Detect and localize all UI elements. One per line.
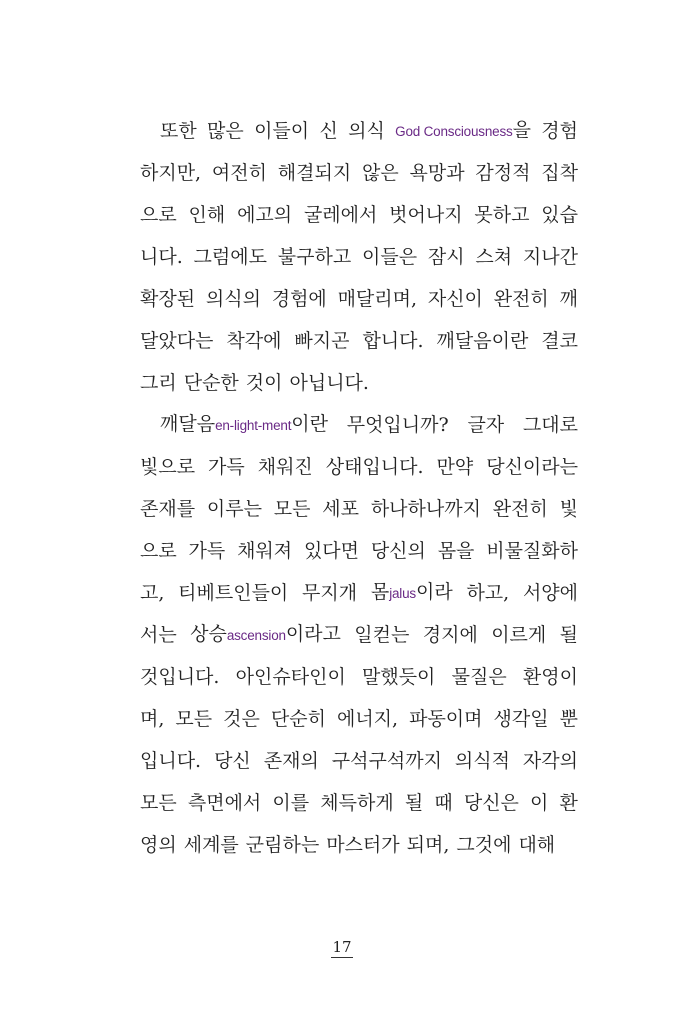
word: 영의 <box>140 834 177 856</box>
word: 무엇입니까? <box>346 414 449 436</box>
word: 완전히 <box>493 288 549 310</box>
text-line <box>140 110 578 152</box>
word: 이 <box>530 792 549 814</box>
word: 그럼에도 <box>193 246 267 268</box>
word: 그것에 <box>456 834 512 856</box>
word: 체득하게 <box>320 792 394 814</box>
word: 서양에 <box>522 582 578 604</box>
word: 벗어나지 <box>389 204 463 226</box>
text-line <box>140 362 578 404</box>
word: 깨 <box>559 288 578 310</box>
word: 잠시 <box>427 246 465 268</box>
word: 으로 <box>140 204 177 226</box>
text-line <box>140 446 578 488</box>
word: 이들이 <box>254 120 310 142</box>
text-line <box>140 194 578 236</box>
text-line <box>140 488 578 530</box>
text-line <box>140 614 578 656</box>
word: 단순히 <box>270 708 326 730</box>
text-line <box>140 656 578 698</box>
word: 대해 <box>518 834 556 856</box>
word: God Consciousness을 <box>395 119 531 141</box>
word: 매달리며, <box>337 288 418 310</box>
word: 에고의 <box>237 204 293 226</box>
word: 빛으로 <box>140 456 196 478</box>
word: 단순한 <box>183 372 239 394</box>
word: 상승ascension이라고 <box>190 623 341 645</box>
word: 상태입니다. <box>325 456 424 478</box>
word: 아인슈타인이 <box>235 666 346 688</box>
word: 스쳐 <box>475 246 513 268</box>
word: 당신의 <box>370 540 426 562</box>
word: 빛 <box>559 498 578 520</box>
word: 있습 <box>541 204 578 226</box>
word: 당신이라는 <box>486 456 578 478</box>
word: 파동이며 <box>409 708 483 730</box>
word: 모든 <box>140 792 177 814</box>
word: 군림하는 <box>245 834 320 856</box>
word: 해결되지 <box>277 162 352 184</box>
word: 신 <box>319 120 338 142</box>
word: 깨달음이란 <box>436 330 529 352</box>
word: 가득 <box>208 456 245 478</box>
word: 무지개 <box>302 582 358 604</box>
word: 깨달음en-light-ment이란 <box>160 413 328 435</box>
body-text <box>140 110 578 866</box>
word: 몸jalus이라 <box>370 581 453 603</box>
word: 고, <box>140 582 165 604</box>
word: 니다. <box>140 246 183 268</box>
text-line <box>140 530 578 572</box>
text-line <box>140 236 578 278</box>
word: 합니다. <box>362 330 424 352</box>
word: 측면에서 <box>187 792 262 814</box>
word: 하지만, <box>140 162 202 184</box>
page-number-label: 17 <box>332 938 352 956</box>
text-line <box>140 782 578 824</box>
word: 환 <box>559 792 578 814</box>
word: 마스터가 <box>326 834 400 856</box>
word: 경험 <box>541 120 578 142</box>
word: 비물질화하 <box>486 540 578 562</box>
word: 경험에 <box>271 288 327 310</box>
word: 것이 <box>245 372 283 394</box>
word: 존재의 <box>263 750 319 772</box>
text-line <box>140 824 578 866</box>
word: 것입니다. <box>140 666 220 688</box>
word: 지나간 <box>522 246 578 268</box>
text-line <box>140 572 578 614</box>
text-line <box>140 740 578 782</box>
word: 있다면 <box>303 540 359 562</box>
word: 모든 <box>273 498 311 520</box>
word: 물질은 <box>451 666 507 688</box>
word: 자각의 <box>522 750 578 772</box>
word: 채워져 <box>237 540 293 562</box>
gloss-term: jalus <box>389 586 416 601</box>
word: 입니다. <box>140 750 202 772</box>
gloss-term: God Consciousness <box>395 124 513 139</box>
word: 집착 <box>541 162 578 184</box>
text-line <box>140 278 578 320</box>
word: 되며, <box>406 834 450 856</box>
word: 그리 <box>140 372 177 394</box>
word: 의식적 <box>454 750 510 772</box>
word: 하나하나까지 <box>370 498 481 520</box>
word: 세계를 <box>183 834 239 856</box>
word: 티베트인들이 <box>178 582 289 604</box>
word: 에너지, <box>336 708 399 730</box>
page-number <box>0 938 684 956</box>
gloss-term: en-light-ment <box>215 418 292 433</box>
word: 의식의 <box>205 288 261 310</box>
word: 감정적 <box>475 162 531 184</box>
word: 욕망과 <box>409 162 465 184</box>
word: 이루는 <box>206 498 262 520</box>
word: 모든 <box>175 708 213 730</box>
word: 세포 <box>322 498 359 520</box>
word: 확장된 <box>140 288 196 310</box>
word: 하고, <box>466 582 510 604</box>
word: 당신은 <box>463 792 519 814</box>
word: 이를 <box>272 792 310 814</box>
word: 아닙니다. <box>289 372 369 394</box>
word: 결코 <box>541 330 578 352</box>
word: 일컫는 <box>354 624 410 646</box>
word: 며, <box>140 708 165 730</box>
word: 또한 <box>160 120 197 142</box>
word: 될 <box>404 792 424 814</box>
text-line <box>140 320 578 362</box>
gloss-term: ascension <box>226 628 286 643</box>
word: 때 <box>434 792 453 814</box>
word: 의식 <box>348 120 385 142</box>
word: 서는 <box>140 624 177 646</box>
text-line <box>140 152 578 194</box>
word: 경지에 <box>422 624 478 646</box>
word: 이르게 <box>491 624 547 646</box>
word: 여전히 <box>211 162 267 184</box>
word: 그대로 <box>522 414 578 436</box>
word: 착각에 <box>226 330 282 352</box>
word: 많은 <box>207 120 244 142</box>
word: 글자 <box>467 414 505 436</box>
word: 될 <box>559 624 578 646</box>
word: 자신이 <box>427 288 483 310</box>
word: 이들은 <box>361 246 418 268</box>
word: 가득 <box>188 540 226 562</box>
word: 못하고 <box>474 204 530 226</box>
word: 만약 <box>436 456 474 478</box>
word: 뿐 <box>559 708 578 730</box>
word: 것은 <box>223 708 260 730</box>
word: 당신 <box>214 750 251 772</box>
word: 존재를 <box>140 498 196 520</box>
word: 인해 <box>188 204 226 226</box>
word: 빠지곤 <box>294 330 350 352</box>
text-line <box>140 698 578 740</box>
text-line <box>140 404 578 446</box>
word: 생각일 <box>493 708 549 730</box>
word: 말했듯이 <box>362 666 436 688</box>
word: 채워진 <box>257 456 313 478</box>
word: 으로 <box>140 540 177 562</box>
word: 완전히 <box>492 498 548 520</box>
word: 환영이 <box>522 666 578 688</box>
word: 구석구석까지 <box>331 750 442 772</box>
word: 불구하고 <box>277 246 352 268</box>
word: 굴레에서 <box>303 204 378 226</box>
word: 않은 <box>361 162 399 184</box>
word: 몸을 <box>437 540 475 562</box>
word: 달았다는 <box>140 330 214 352</box>
